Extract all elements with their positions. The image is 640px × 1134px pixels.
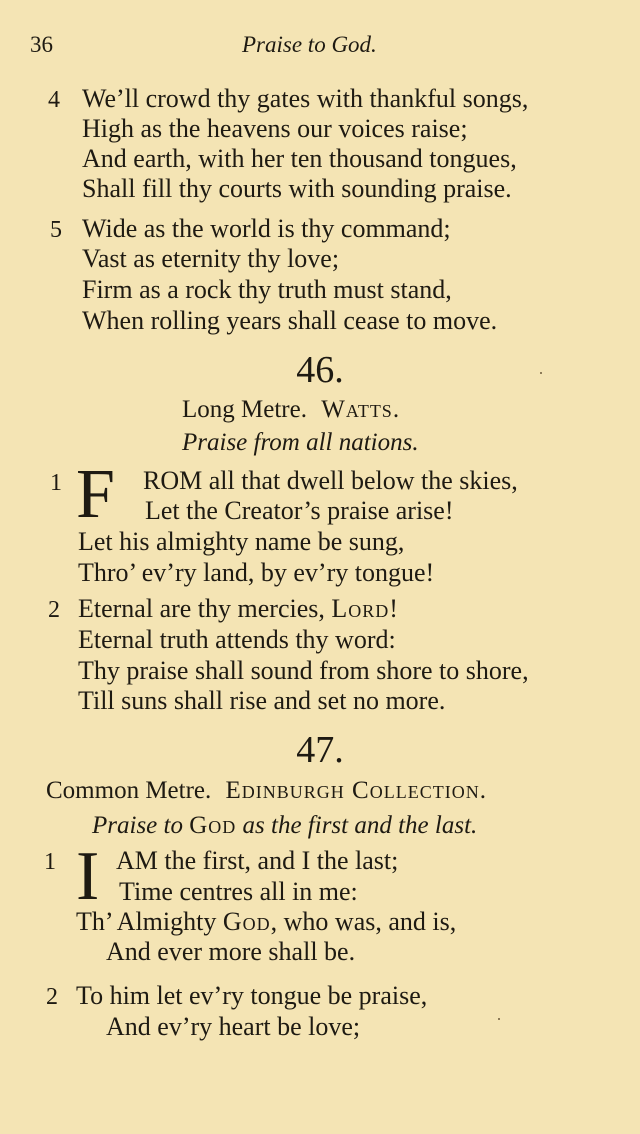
verse-text: Th’ Almighty (76, 907, 217, 936)
stanza-number: 2 (46, 984, 58, 1010)
verse-line: Shall fill thy courts with sounding praise. (82, 174, 512, 203)
page-header (30, 32, 610, 66)
god-small-caps: God (222, 907, 271, 936)
god-small-caps: God (189, 812, 237, 839)
stanza-number: 5 (50, 217, 62, 243)
subject-text: as the first and the last. (242, 812, 478, 839)
hymn-subject: Praise from all nations. (182, 429, 419, 456)
meter-label: Long Metre. (182, 396, 307, 423)
verse-line: Thro’ ev’ry land, by ev’ry tongue! (78, 558, 435, 587)
source-name: Edinburgh Collection. (225, 777, 487, 804)
stanza-number: 1 (44, 849, 56, 875)
hymn-number: 47. (296, 729, 344, 771)
verse-line: Wide as the world is thy command; (82, 214, 451, 243)
verse-line: High as the heavens our voices raise; (82, 114, 468, 143)
hymn-meter (182, 395, 400, 425)
verse-line: Eternal truth attends thy word: (78, 625, 396, 654)
verse-line: To him let ev’ry tongue be praise, (76, 981, 428, 1010)
paper-speck (498, 1018, 500, 1020)
running-title: Praise to God. (242, 32, 377, 57)
paper-speck (540, 372, 542, 374)
verse-line: And ever more shall be. (106, 937, 356, 966)
drop-cap: F (76, 456, 115, 533)
verse-line: AM the first, and I the last; (116, 846, 399, 875)
verse-line: ROM all that dwell below the skies, (143, 466, 518, 495)
stanza-number: 4 (48, 87, 60, 113)
verse-line: Let the Creator’s praise arise! (145, 496, 454, 525)
verse-line: Time centres all in me: (119, 877, 358, 906)
verse-line: And ev’ry heart be love; (106, 1012, 361, 1041)
stanza-number: 1 (50, 470, 62, 496)
verse-line: When rolling years shall cease to move. (82, 306, 498, 335)
lord-small-caps: Lord (331, 594, 390, 623)
verse-line: Let his almighty name be sung, (78, 527, 405, 556)
subject-text: Praise to (92, 812, 183, 839)
verse-line (76, 907, 456, 937)
hymn-subject (92, 811, 477, 841)
hymn-meter (46, 776, 487, 806)
stanza-number: 2 (48, 597, 60, 623)
author-name: Watts. (321, 396, 401, 423)
verse-line: Firm as a rock thy truth must stand, (82, 275, 452, 304)
verse-line: Vast as eternity thy love; (82, 244, 340, 273)
hymn-number: 46. (296, 349, 344, 391)
verse-punct: ! (389, 594, 398, 623)
verse-line: Till suns shall rise and set no more. (78, 686, 446, 715)
verse-text: , who was, and is, (270, 907, 457, 936)
verse-text: Eternal are thy mercies, (78, 594, 325, 623)
verse-line: We’ll crowd thy gates with thankful songs, (82, 84, 529, 113)
verse-line: Thy praise shall sound from shore to shore, (78, 656, 529, 685)
verse-line: And earth, with her ten thousand tongues, (82, 144, 517, 173)
meter-label: Common Metre. (46, 777, 212, 804)
verse-line (78, 594, 398, 624)
drop-cap: I (76, 838, 100, 915)
page-number: 36 (30, 32, 53, 57)
